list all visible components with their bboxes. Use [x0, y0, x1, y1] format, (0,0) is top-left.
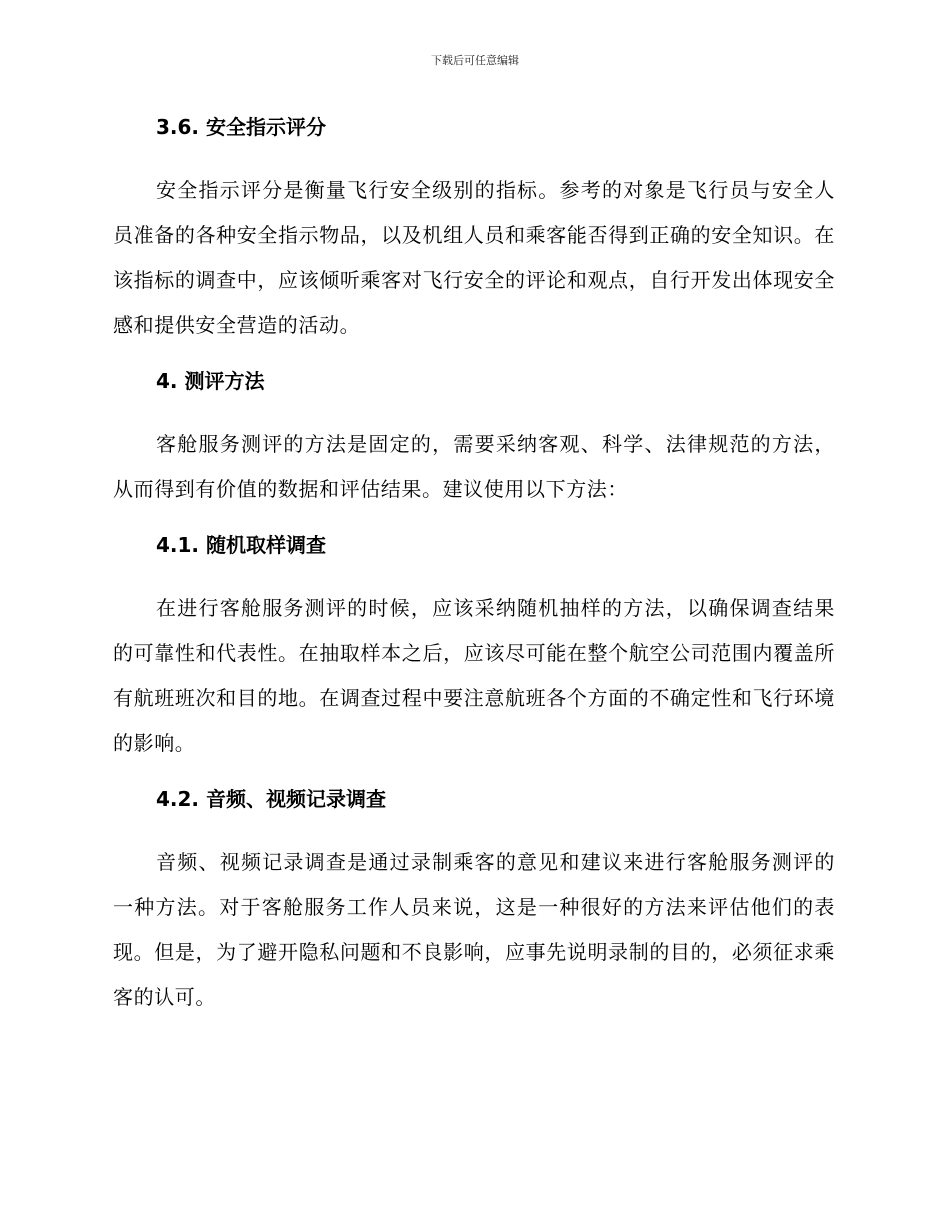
page-header: 下载后可任意编辑 — [431, 54, 519, 67]
section-heading-4: 4. 测评方法 — [156, 369, 265, 393]
section-paragraph-4-1: 在进行客舱服务测评的时候，应该采纳随机抽样的方法，以确保调查结果的可靠性和代表性。在抽取样本之后，应该尽可能在整个航空公司范围内覆盖所有航班班次和目的地。在调查过程中要注意航班各个方面的不确定性和飞行环境的影响。 — [113, 596, 835, 755]
document-body — [113, 112, 835, 1020]
section-paragraph-4: 客舱服务测评的方法是固定的，需要采纳客观、科学、法律规范的方法，从而得到有价值的数据和评估结果。建议使用以下方法： — [113, 432, 835, 501]
section-heading-3-6: 3.6. 安全指示评分 — [156, 115, 326, 139]
section-paragraph-3-6: 安全指示评分是衡量飞行安全级别的指标。参考的对象是飞行员与安全人员准备的各种安全指示物品，以及机组人员和乘客能否得到正确的安全知识。在该指标的调查中，应该倾听乘客对飞行安全的评论和观点，自行开发出体现安全感和提供安全营造的活动。 — [113, 178, 835, 337]
section-heading-4-2: 4.2. 音频、视频记录调查 — [156, 787, 386, 811]
section-heading-4-1: 4.1. 随机取样调查 — [156, 533, 326, 557]
section-paragraph-4-2: 音频、视频记录调查是通过录制乘客的意见和建议来进行客舱服务测评的一种方法。对于客舱服务工作人员来说，这是一种很好的方法来评估他们的表现。但是，为了避开隐私问题和不良影响，应事先说明录制的目的，必须征求乘客的认可。 — [113, 850, 835, 1009]
